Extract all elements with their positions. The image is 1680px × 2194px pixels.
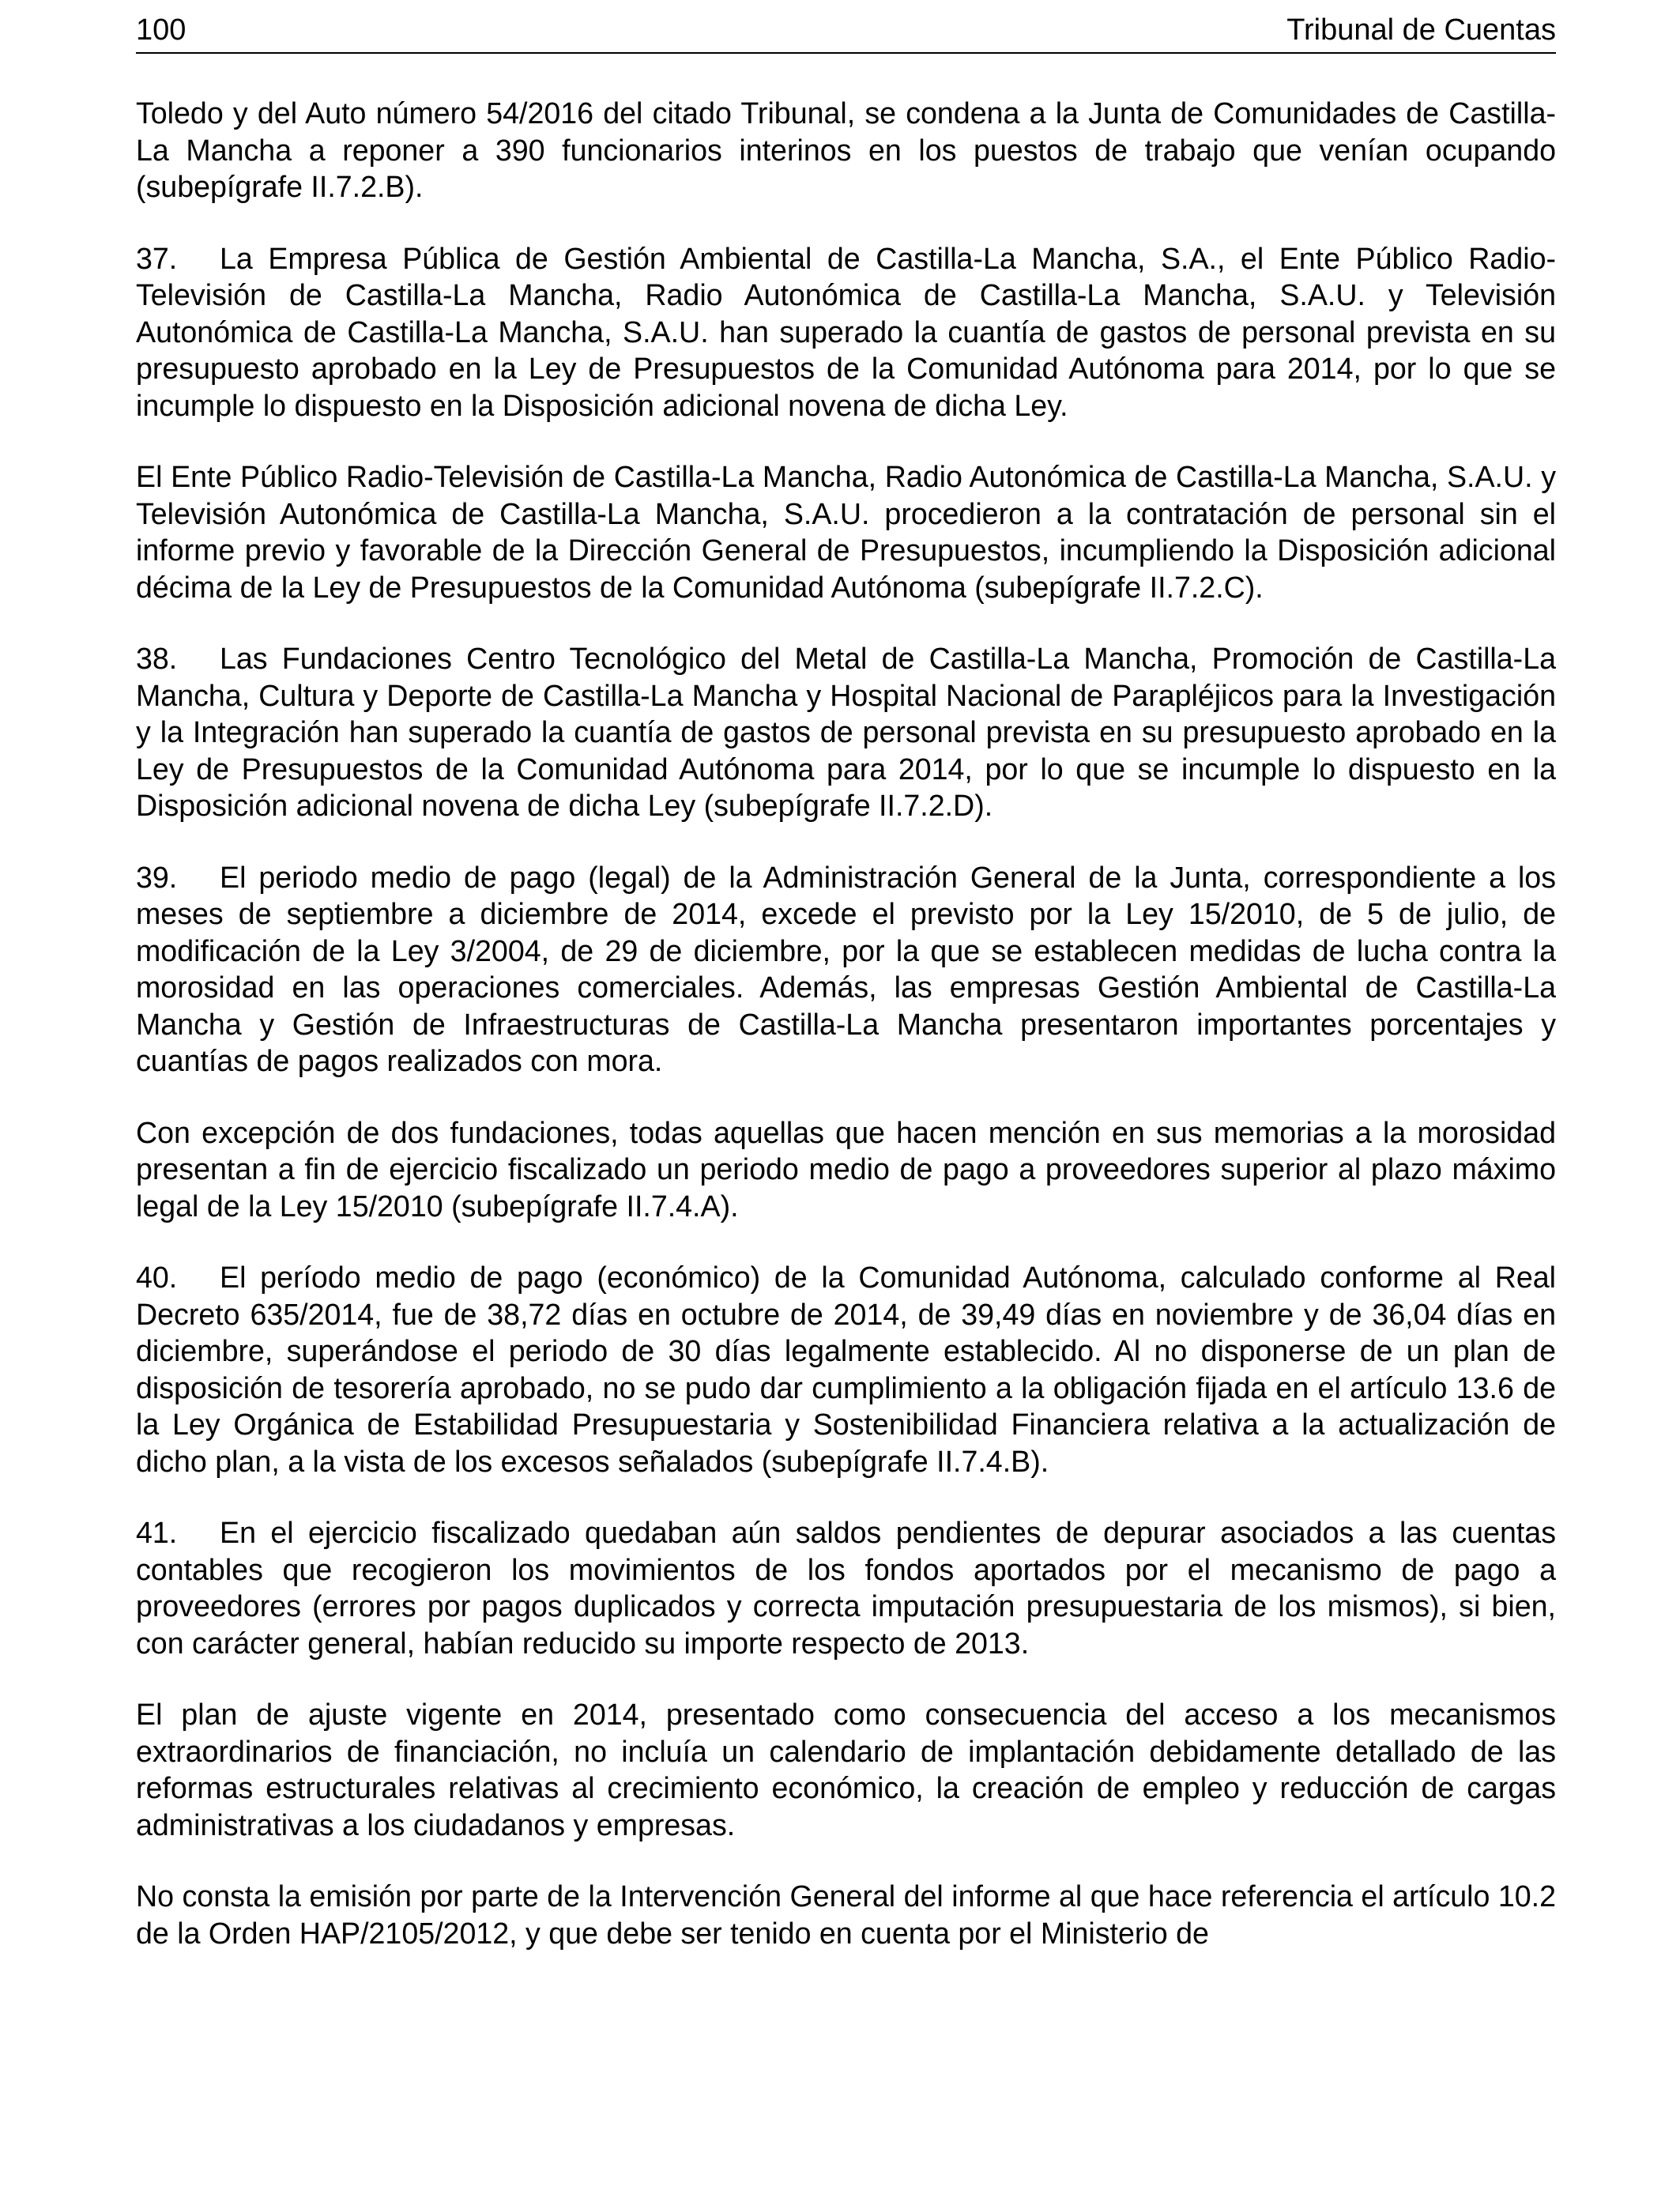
paragraph-40 bbox=[136, 1259, 1556, 1480]
paragraph-text: El Ente Público Radio-Televisión de Castilla-La Mancha, Radio Autonómica de Castilla-La Mancha, S.A.U. y Televisión Autonómica de Castilla-La Mancha, S.A.U. procedieron a la contratación de personal sin el informe previo y favorable de la Dirección General de Presupuestos, incumpliendo la Disposición adicional décima de la Ley de Presupuestos de la Comunidad Autónoma (subepígrafe II.7.2.C). bbox=[136, 460, 1556, 604]
paragraph-41-c bbox=[136, 1878, 1556, 1951]
paragraph-39 bbox=[136, 859, 1556, 1080]
paragraph-number: 40. bbox=[136, 1261, 178, 1294]
paragraph-text: El período medio de pago (económico) de la Comunidad Autónoma, calculado conforme al Real Decreto 635/2014, fue de 38,72 días en octubre de 2014, de 39,49 días en noviembre y de 36,04 días en diciembre, superándose el periodo de 30 días legalmente establecido. Al no disponerse de un plan de disposición de tesorería aprobado, no se pudo dar cumplimiento a la obligación fijada en el artículo 13.6 de la Ley Orgánica de Estabilidad Presupuestaria y Sostenibilidad Financiera relativa a la actualización de dicho plan, a la vista de los excesos señalados (subepígrafe II.7.4.B). bbox=[136, 1261, 1556, 1478]
paragraph-continuation bbox=[136, 95, 1556, 205]
paragraph-38 bbox=[136, 640, 1556, 824]
paragraph-41 bbox=[136, 1514, 1556, 1661]
document-body bbox=[136, 95, 1556, 1986]
paragraph-number: 39. bbox=[136, 860, 178, 894]
paragraph-text: El periodo medio de pago (legal) de la Administración General de la Junta, correspondiente a los meses de septiembre a diciembre de 2014, excede el previsto por la Ley 15/2010, de 5 de julio, de modificación de la Ley 3/2004, de 29 de diciembre, por la que se establecen medidas de lucha contra la morosidad en las operaciones comerciales. Además, las empresas Gestión Ambiental de Castilla-La Mancha y Gestión de Infraestructuras de Castilla-La Mancha presentaron importantes porcentajes y cuantías de pagos realizados con mora. bbox=[136, 860, 1556, 1077]
paragraph-41-b bbox=[136, 1696, 1556, 1843]
page-header bbox=[136, 8, 1556, 54]
paragraph-number: 37. bbox=[136, 241, 178, 275]
paragraph-text: La Empresa Pública de Gestión Ambiental de Castilla-La Mancha, S.A., el Ente Público Radio-Televisión de Castilla-La Mancha, Radio Autonómica de Castilla-La Mancha, S.A.U. y Televisión Autonómica de Castilla-La Mancha, S.A.U. han superado la cuantía de gastos de personal prevista en su presupuesto aprobado en la Ley de Presupuestos de la Comunidad Autónoma para 2014, por lo que se incumple lo dispuesto en la Disposición adicional novena de dicha Ley. bbox=[136, 241, 1556, 422]
page-number: 100 bbox=[136, 13, 186, 47]
running-title: Tribunal de Cuentas bbox=[1286, 13, 1556, 47]
paragraph-text: Con excepción de dos fundaciones, todas aquellas que hacen mención en sus memorias a la morosidad presentan a fin de ejercicio fiscalizado un periodo medio de pago a proveedores superior al plazo máximo legal de la Ley 15/2010 (subepígrafe II.7.4.A). bbox=[136, 1115, 1556, 1223]
paragraph-text: No consta la emisión por parte de la Intervención General del informe al que hace referencia el artículo 10.2 de la Orden HAP/2105/2012, y que debe ser tenido en cuenta por el Ministerio de bbox=[136, 1879, 1556, 1950]
paragraph-37 bbox=[136, 240, 1556, 424]
paragraph-number: 38. bbox=[136, 642, 178, 675]
paragraph-39-b bbox=[136, 1114, 1556, 1225]
paragraph-text: El plan de ajuste vigente en 2014, presentado como consecuencia del acceso a los mecanismos extraordinarios de financiación, no incluía un calendario de implantación debidamente detallado de las reformas estructurales relativas al crecimiento económico, la creación de empleo y reducción de cargas administrativas a los ciudadanos y empresas. bbox=[136, 1698, 1556, 1842]
paragraph-number: 41. bbox=[136, 1516, 178, 1549]
paragraph-text: Toledo y del Auto número 54/2016 del citado Tribunal, se condena a la Junta de Comunidades de Castilla-La Mancha a reponer a 390 funcionarios interinos en los puestos de trabajo que venían ocupando (subepígrafe II.7.2.B). bbox=[136, 96, 1556, 203]
paragraph-text: En el ejercicio fiscalizado quedaban aún saldos pendientes de depurar asociados a las cuentas contables que recogieron los movimientos de los fondos aportados por el mecanismo de pago a proveedores (errores por pagos duplicados y correcta imputación presupuestaria de los mismos), si bien, con carácter general, habían reducido su importe respecto de 2013. bbox=[136, 1516, 1556, 1660]
paragraph-37-b bbox=[136, 458, 1556, 605]
paragraph-text: Las Fundaciones Centro Tecnológico del Metal de Castilla-La Mancha, Promoción de Castilla-La Mancha, Cultura y Deporte de Castilla-La Mancha y Hospital Nacional de Parapléjicos para la Investigación y la Integración han superado la cuantía de gastos de personal prevista en su presupuesto aprobado en la Ley de Presupuestos de la Comunidad Autónoma para 2014, por lo que se incumple lo dispuesto en la Disposición adicional novena de dicha Ley (subepígrafe II.7.2.D). bbox=[136, 642, 1556, 822]
